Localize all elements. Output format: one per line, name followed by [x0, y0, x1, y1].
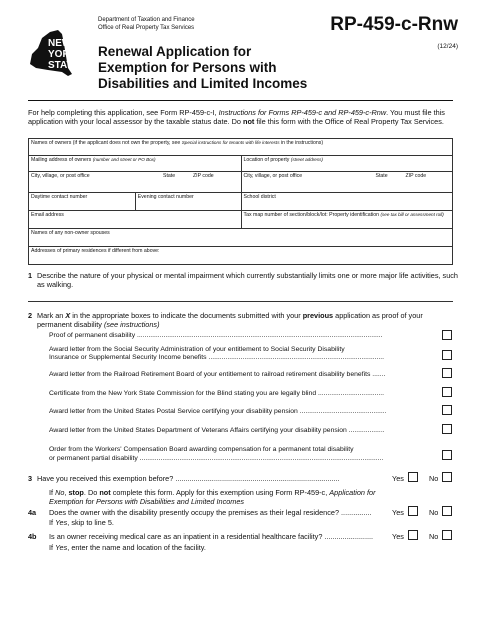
department-name: [98, 16, 195, 32]
intro-paragraph: For help completing this application, see Form RP-459-c-I, Instructions for Forms RP-459-c and RP-459-c-Rnw. You must file this application with your local assessor by the taxable status date. Do not file this form with the Office of Real Property Tax Services.: [28, 108, 445, 127]
property-location-field[interactable]: Location of property (street address): [241, 156, 453, 171]
q4b-no-checkbox[interactable]: [442, 530, 452, 540]
dept-line-1: Department of Taxation and Finance: [98, 17, 195, 23]
form-header: [28, 14, 458, 94]
title-line-1: Renewal Application for: [98, 44, 252, 59]
doc-workers-comp-line-1: Order from the Workers' Compensation Board awarding compensation for a permanent total disability: [49, 446, 354, 453]
tax-map-number-field[interactable]: Tax map number of section/block/lot: Property identification (see tax bill or assessment roll): [241, 211, 453, 228]
doc-ssa-award-line-2: Insurance or Supplemental Security Income benefits .............................................................................................: [49, 354, 385, 361]
property-city-state-zip-field[interactable]: City, village, or post office State ZIP code: [241, 172, 453, 192]
q4a-instruction: If Yes, skip to line 5.: [49, 518, 114, 527]
non-owner-spouses-field[interactable]: Names of any non-owner spouses: [31, 230, 110, 236]
email-field[interactable]: Email address: [31, 212, 64, 218]
owners-field[interactable]: Names of owners (if the applicant does not own the property, see Special instructions for tenants with life interests in the instructions): [31, 140, 324, 146]
school-district-field[interactable]: School district: [241, 193, 453, 210]
q4a-no-checkbox[interactable]: [442, 506, 452, 516]
question-4a: 4a Does the owner with the disability presently occupy the premises as their legal residence? ...............: [28, 508, 372, 517]
question-2: 2 Mark an X in the appropriate boxes to indicate the documents submitted with your previous application as proof of your permanent disability (see instructions): [28, 311, 423, 330]
logo-word-3: STATE: [48, 60, 80, 71]
q3-no-label: No: [429, 474, 439, 483]
doc-railroad-award: Award letter from the Railroad Retirement Board of your entitlement to railroad retirement disability benefits .......: [49, 371, 386, 378]
q4b-yes-checkbox[interactable]: [408, 530, 418, 540]
checkbox-proof-permanent-disability[interactable]: [442, 330, 452, 340]
checkbox-railroad-award[interactable]: [442, 368, 452, 378]
title-line-3: Disabilities and Limited Incomes: [98, 76, 308, 91]
q4a-yes-label: Yes: [392, 508, 404, 517]
checkbox-usps-award[interactable]: [442, 405, 452, 415]
doc-usps-award: Award letter from the United States Postal Service certifying your disability pension ..............................................: [49, 408, 387, 415]
evening-contact-field[interactable]: Evening contact number: [135, 193, 241, 210]
question-1: 1 Describe the nature of your physical or mental impairment which currently substantially limits one or more major life activities, such as walking.: [28, 271, 458, 290]
form-revision-date: (12/24): [437, 43, 458, 50]
doc-proof-permanent-disability: Proof of permanent disability ..................................................................................................................................: [49, 332, 383, 339]
q4a-yes-checkbox[interactable]: [408, 506, 418, 516]
form-number: RP-459-c-Rnw: [330, 14, 458, 35]
q4b-no-label: No: [429, 532, 439, 541]
logo-word-2: YORK: [48, 49, 77, 60]
checkbox-nys-blind-certificate[interactable]: [442, 387, 452, 397]
dept-line-2: Office of Real Property Tax Services: [98, 25, 195, 31]
doc-workers-comp-line-2: or permanent partial disability .................................................................................................................................: [49, 455, 384, 462]
q4a-no-label: No: [429, 508, 439, 517]
title-line-2: Exemption for Persons with: [98, 60, 277, 75]
q4b-yes-label: Yes: [392, 532, 404, 541]
new-york-state-logo: [28, 24, 92, 82]
daytime-contact-field[interactable]: Daytime contact number: [31, 194, 88, 200]
header-divider: [28, 100, 453, 101]
ny-state-outline-icon: [28, 24, 92, 82]
doc-ssa-award-line-1: Award letter from the Social Security Administration of your entitlement to Social Security Disability: [49, 346, 345, 353]
q3-no-checkbox[interactable]: [442, 472, 452, 482]
logo-word-1: NEW: [48, 38, 72, 49]
checkbox-workers-comp[interactable]: [442, 450, 452, 460]
doc-nys-blind-certificate: Certificate from the New York State Commission for the Blind stating you are legally blind ...................................: [49, 390, 385, 397]
primary-residences-field[interactable]: Addresses of primary residences if different from above:: [31, 248, 160, 254]
question-4b: 4b Is an owner receiving medical care as an inpatient in a residential healthcare facility? ........................: [28, 532, 374, 541]
q3-instruction: If No, stop. Do not complete this form. Apply for this exemption using Form RP-459-c, Application for Exemption for Persons with Disabilities and Limited Incomes: [49, 488, 376, 507]
form-title: [98, 44, 358, 92]
applicant-info-grid: [28, 138, 453, 265]
checkbox-ssa-award[interactable]: [442, 350, 452, 360]
q3-yes-label: Yes: [392, 474, 404, 483]
q4b-instruction: If Yes, enter the name and location of the facility.: [49, 543, 206, 552]
question-3: 3 Have you received this exemption before? .................................................................................: [28, 474, 340, 483]
doc-va-award: Award letter from the United States Department of Veterans Affairs certifying your disability pension ...................: [49, 427, 385, 434]
mailing-address-field[interactable]: Mailing address of owners (number and street or PO Box): [31, 157, 156, 163]
q3-yes-checkbox[interactable]: [408, 472, 418, 482]
mailing-city-state-zip-field[interactable]: City, village, or post office State ZIP code: [31, 173, 214, 179]
q1-answer-line-1[interactable]: [28, 301, 453, 302]
checkbox-va-award[interactable]: [442, 424, 452, 434]
